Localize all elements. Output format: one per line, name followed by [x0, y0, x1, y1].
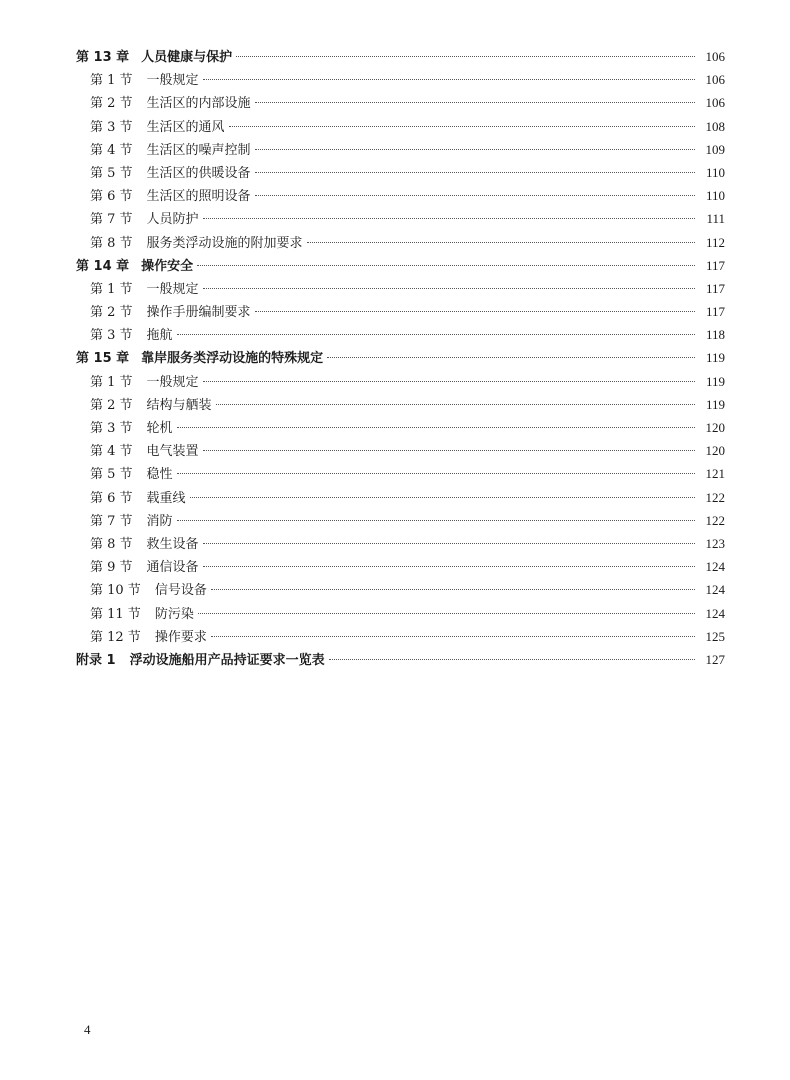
toc-entry-title: 轮机 [146, 421, 173, 436]
toc-entry-title: 拖航 [146, 328, 173, 344]
dot-leader [255, 149, 695, 150]
toc-entry-section[interactable] [76, 68, 725, 91]
toc-entry-section[interactable] [76, 532, 725, 555]
dot-leader [203, 450, 695, 451]
toc-entry-page: 120 [705, 443, 725, 459]
toc-entry-page: 120 [705, 420, 725, 435]
toc-entry-page: 122 [705, 489, 725, 505]
toc-entry-number: 第 4 节 [90, 444, 133, 460]
toc-entry-title: 一般规定 [146, 374, 199, 390]
toc-entry-number: 第 10 节 [90, 583, 141, 599]
toc-entry-section[interactable] [76, 207, 725, 230]
toc-entry-title: 载重线 [146, 490, 186, 506]
toc-entry-title: 生活区的噪声控制 [146, 142, 251, 158]
toc-entry-title: 一般规定 [146, 281, 199, 297]
dot-leader [177, 473, 695, 474]
toc-entry-title: 信号设备 [154, 583, 207, 599]
toc-entry-page: 124 [705, 605, 725, 621]
toc-entry-number: 第 2 节 [90, 397, 133, 413]
toc-entry-number: 第 2 节 [90, 305, 133, 321]
toc-entry-section[interactable] [76, 231, 725, 254]
toc-entry-title: 生活区的通风 [146, 119, 225, 135]
toc-entry-number: 第 12 节 [90, 629, 141, 645]
toc-entry-title: 通信设备 [146, 560, 199, 576]
toc-entry-section[interactable] [76, 91, 725, 114]
toc-entry-title: 结构与舾装 [146, 397, 212, 413]
toc-entry-section[interactable] [76, 370, 725, 393]
toc-entry-page: 119 [705, 373, 725, 389]
toc-entry-section[interactable] [76, 555, 725, 578]
toc-entry-title: 人员防护 [146, 212, 199, 228]
toc-entry-title: 消防 [146, 513, 173, 529]
toc-entry-chapter[interactable] [76, 346, 725, 369]
toc-entry-page: 110 [705, 164, 725, 180]
dot-leader [255, 102, 695, 103]
toc-entry-page: 119 [705, 396, 725, 412]
toc-entry-title: 生活区的照明设备 [146, 189, 251, 205]
toc-entry-number: 第 3 节 [90, 421, 133, 436]
dot-leader [197, 265, 695, 266]
toc-entry-number: 第 3 节 [90, 328, 133, 344]
toc-entry-section[interactable] [76, 602, 725, 625]
dot-leader [211, 636, 695, 637]
toc-entry-number: 第 5 节 [90, 467, 133, 483]
dot-leader [203, 566, 695, 567]
toc-entry-title: 电气装置 [146, 444, 199, 460]
toc-entry-number: 第 6 节 [90, 490, 133, 506]
toc-entry-number: 第 2 节 [90, 96, 133, 112]
toc-entry-number: 第 1 节 [90, 281, 133, 297]
dot-leader [177, 520, 695, 521]
toc-entry-page: 122 [705, 512, 725, 528]
dot-leader [236, 56, 695, 57]
toc-entry-page: 125 [705, 628, 725, 644]
toc-entry-number: 第 3 节 [90, 119, 133, 135]
toc-entry-title: 操作要求 [154, 629, 207, 645]
toc-entry-section[interactable] [76, 184, 725, 207]
toc-entry-number: 第 11 节 [90, 606, 141, 622]
toc-entry-number: 附录 1 [76, 652, 116, 668]
toc-entry-chapter[interactable] [76, 254, 725, 277]
toc-entry-section[interactable] [76, 509, 725, 532]
page-number: 4 [84, 1022, 91, 1037]
toc-entry-number: 第 8 节 [90, 536, 133, 552]
dot-leader [203, 218, 695, 219]
toc-entry-section[interactable] [76, 300, 725, 323]
toc-entry-number: 第 15 章 [76, 351, 130, 367]
toc-entry-page: 108 [705, 118, 725, 134]
toc-entry-number: 第 5 节 [90, 165, 133, 181]
dot-leader [229, 126, 695, 127]
dot-leader [216, 404, 695, 405]
toc-entry-number: 第 14 章 [76, 258, 130, 274]
toc-entry-number: 第 6 节 [90, 189, 133, 205]
toc-entry-section[interactable] [76, 439, 725, 462]
toc-entry-title: 操作安全 [141, 258, 194, 274]
toc-entry-number: 第 1 节 [90, 374, 133, 390]
toc-entry-page: 127 [705, 651, 725, 667]
toc-entry-number: 第 7 节 [90, 513, 133, 529]
dot-leader [198, 613, 695, 614]
toc-entry-title: 操作手册编制要求 [146, 305, 251, 321]
dot-leader [203, 288, 695, 289]
dot-leader [190, 497, 695, 498]
toc-entry-page: 124 [705, 582, 725, 598]
toc-entry-appendix[interactable] [76, 648, 725, 671]
toc-entry-section[interactable] [76, 486, 725, 509]
toc-entry-title: 防污染 [154, 606, 194, 622]
toc-entry-number: 第 8 节 [90, 235, 133, 251]
dot-leader [255, 311, 695, 312]
toc-entry-page: 123 [705, 535, 725, 551]
toc-entry-number: 第 9 节 [90, 560, 133, 576]
toc-entry-page: 110 [705, 188, 725, 204]
dot-leader [203, 381, 695, 382]
toc-entry-title: 浮动设施船用产品持证要求一览表 [129, 652, 325, 668]
toc-entry-section[interactable] [76, 462, 725, 485]
toc-entry-number: 第 13 章 [76, 50, 130, 65]
toc-entry-number: 第 7 节 [90, 212, 133, 228]
toc-entry-section[interactable] [76, 277, 725, 300]
dot-leader [211, 589, 695, 590]
toc-entry-section[interactable] [76, 115, 725, 138]
dot-leader [307, 242, 695, 243]
toc-entry-page: 112 [705, 234, 725, 250]
toc-entry-section[interactable] [76, 138, 725, 161]
toc-entry-section[interactable] [76, 161, 725, 184]
table-of-contents [76, 45, 725, 671]
toc-entry-section[interactable] [76, 416, 725, 439]
toc-entry-number: 第 1 节 [90, 73, 133, 89]
dot-leader [177, 427, 695, 428]
toc-entry-page: 117 [705, 257, 725, 273]
dot-leader [203, 543, 695, 544]
toc-entry-page: 118 [705, 327, 725, 343]
toc-entry-section[interactable] [76, 578, 725, 601]
toc-entry-page: 117 [705, 304, 725, 320]
toc-entry-title: 服务类浮动设施的附加要求 [146, 235, 303, 251]
dot-leader [177, 334, 695, 335]
toc-entry-page: 119 [705, 350, 725, 366]
toc-entry-page: 106 [705, 49, 725, 64]
toc-entry-section[interactable] [76, 323, 725, 346]
dot-leader [255, 172, 695, 173]
toc-entry-section[interactable] [76, 625, 725, 648]
toc-entry-chapter[interactable] [76, 45, 725, 68]
toc-entry-title: 生活区的内部设施 [146, 96, 251, 112]
toc-entry-section[interactable] [76, 393, 725, 416]
toc-entry-number: 第 4 节 [90, 142, 133, 158]
toc-entry-page: 106 [705, 72, 725, 88]
toc-entry-title: 人员健康与保护 [141, 50, 233, 65]
toc-entry-page: 111 [706, 211, 725, 227]
toc-entry-page: 117 [705, 280, 725, 296]
dot-leader [203, 79, 695, 80]
dot-leader [255, 195, 695, 196]
dot-leader [329, 659, 695, 660]
toc-entry-page: 106 [705, 95, 725, 111]
dot-leader [327, 357, 695, 358]
toc-entry-page: 109 [705, 141, 725, 157]
toc-entry-page: 124 [705, 559, 725, 575]
toc-entry-title: 稳性 [146, 467, 173, 483]
toc-entry-title: 救生设备 [146, 536, 199, 552]
toc-entry-title: 一般规定 [146, 73, 199, 89]
toc-entry-title: 生活区的供暖设备 [146, 165, 251, 181]
toc-entry-title: 靠岸服务类浮动设施的特殊规定 [141, 351, 324, 367]
toc-entry-page: 121 [705, 466, 725, 482]
